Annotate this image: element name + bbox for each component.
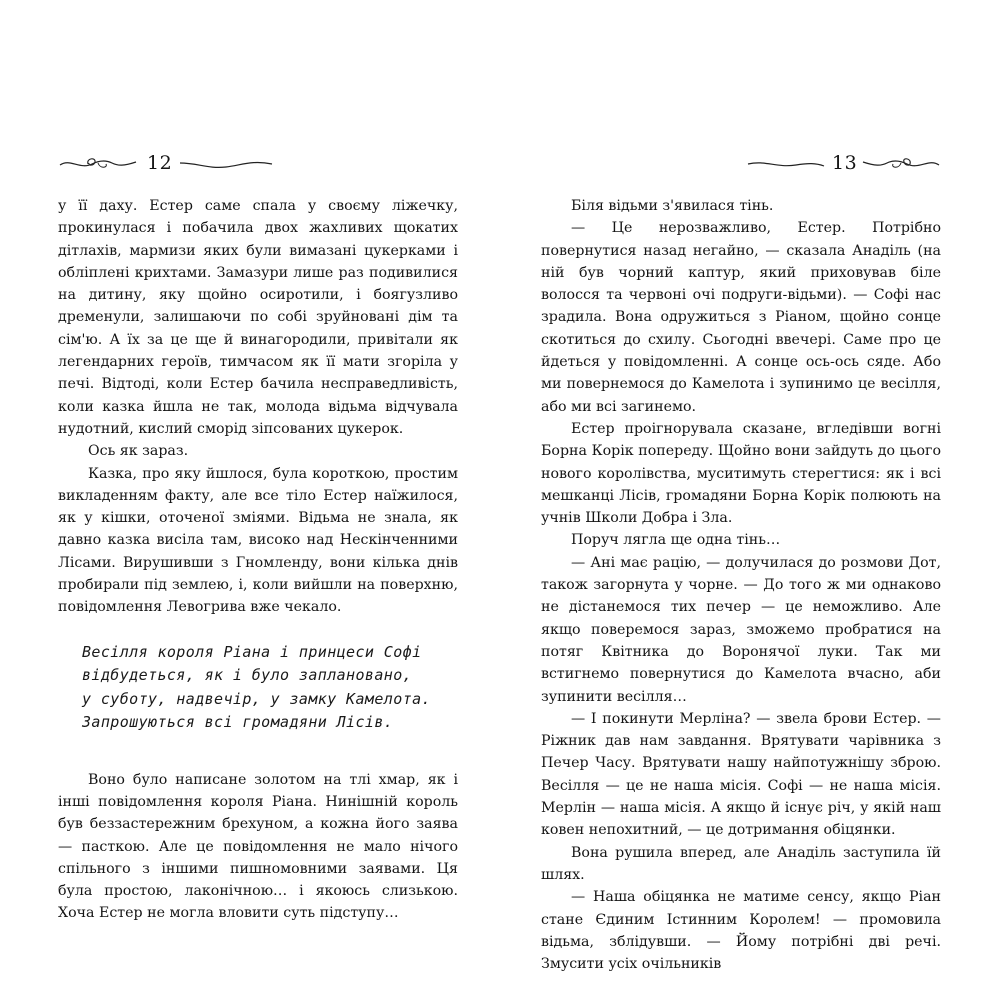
paragraph: — Наша обіцянка не матиме сенсу, якщо Ріан стане Єдиним Істинним Королем! — промовила відьма, зблідувши. — Йому потрібні дві речі. Змусити усіх очільників (541, 889, 941, 973)
announcement-line: Весілля короля Ріана і принцеси Софі (82, 642, 422, 661)
paragraph: — Ані має рацію, — долучилася до розмови Дот, також загорнута у чорне. — До того ж ми однаково не дістанемося тих печер — це неможливо. Але якщо поверемося зараз, зможемо пробратися на потяг Квітника до Воронячої луки. Так ми встигнемо повернутися до Камелота вчасно, аби зупинити весілля… (541, 554, 941, 705)
paragraph: Біля відьми з'явилася тінь. (571, 198, 774, 214)
page-number: 12 (147, 152, 173, 174)
announcement-line: у суботу, надвечір, у замку Камелота. (82, 689, 431, 708)
left-page-body (58, 195, 458, 925)
paragraph: Казка, про яку йшлося, була короткою, простим викладенням факту, але все тіло Естер наїжилося, як у кішки, оточеної зміями. Відьма не знала, як давно казка висіла там, високо над Нескінченними Лісами. Вирушивши з Гномленду, вони кілька днів пробирали під землею, і, коли вийшли на поверхню, повідомлення Левогрива вже чекало. (58, 465, 458, 616)
paragraph: Ось як зараз. (88, 443, 189, 460)
royal-announcement (82, 641, 458, 735)
paragraph: Воно було написане золотом на тлі хмар, як і інші повідомлення короля Ріана. Нинішній король був беззастережним брехуном, а кожна його заява — пасткою. Але це повідомлення не мало нічого спільного з іншими пишномовними заявами. Ця була простою, лаконічною… і якоюсь слизькою. Хоча Естер не могла вловити суть підступу… (58, 771, 458, 922)
left-page (58, 148, 458, 925)
flourish-ornament-icon (178, 154, 274, 174)
announcement-line: відбудеться, як і було заплановано, (82, 666, 413, 685)
paragraph: — І покинути Мерліна? — звела брови Естер. — Ріжник дав нам завдання. Врятувати чарівника з Печер Часу. Врятувати нашу найпотужнішу зброю. Весілля — це не наша місія. Софі — не наша місія. Мерлін — наша місія. А якщо й існує річ, у якій наш ковен непохитний, — це дотримання обіцянки. (541, 710, 941, 839)
paragraph: у її даху. Естер саме спала у своєму ліжечку, прокинулася і побачила двох жахливих щокатих дітлахів, мармизи яких були вимазані цукерками і обліплені крихтами. Замазури лише раз подивилися на дитину, яку щойно осиротили, і боягузливо дременули, залишаючи по собі зруйновані дім та сім'ю. А їх за це ще й винагородили, привітали як легендарних героїв, тимчасом як її мати згоріла у печі. Відтоді, коли Естер бачила несправедливість, коли казка йшла не так, молода відьма відчувала нудотний, кислий сморід зіпсованих цукерок. (58, 198, 458, 437)
announcement-line: Запрошуються всі громадяни Лісів. (82, 713, 394, 732)
paragraph: — Це нерозважливо, Естер. Потрібно повернутися назад негайно, — сказала Анаділь (на ній був чорний каптур, який приховував біле волосся та червоні очі подруги-відьми). — Софі нас зрадила. Вона одружиться з Ріаном, щойно сонце скотиться до схилу. Сьогодні ввечері. Саме про це йдеться у повідомленні. А сонце ось-ось сяде. Або ми повернемося до Камелота і зупинимо це весілля, або ми всі загинемо. (541, 220, 941, 415)
right-page (541, 148, 941, 975)
paragraph: Поруч лягла ще одна тінь… (571, 532, 781, 549)
flourish-ornament-icon (746, 154, 826, 174)
page-number: 13 (832, 152, 858, 174)
paragraph: Вона рушила вперед, але Анаділь заступила їй шлях. (541, 844, 941, 883)
right-page-header (541, 148, 941, 182)
flourish-ornament-icon (58, 154, 138, 174)
left-page-header (58, 148, 458, 182)
flourish-ornament-icon (861, 154, 941, 174)
right-page-body (541, 195, 941, 975)
paragraph: Естер проігнорувала сказане, вгледівши вогні Борна Корік попереду. Щойно вони зайдуть до цього нового королівства, муситимуть стерегтися: як і всі мешканці Лісів, громадяни Борна Корік полюють на учнів Школи Добра і Зла. (541, 420, 941, 527)
